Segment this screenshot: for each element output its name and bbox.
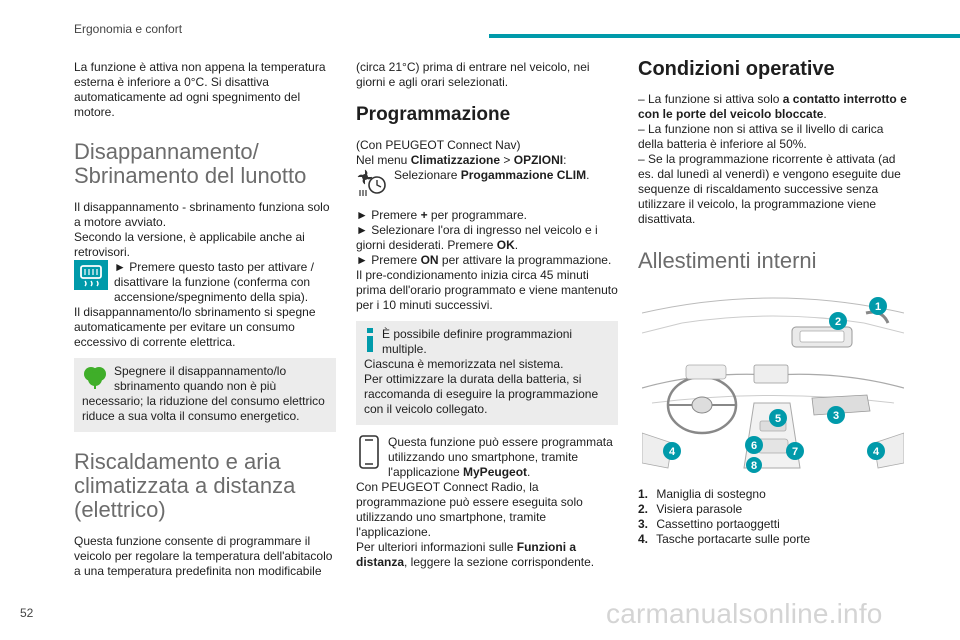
info-note — [356, 321, 618, 425]
svg-text:8: 8 — [750, 460, 758, 472]
section-title-conditions: Condizioni operative — [638, 58, 835, 80]
prog-step-4: Il pre-condizionamento inizia circa 45 minuti prima dell'orario programmato e viene mantenuto per i 10 minuti successivi. — [356, 268, 618, 312]
svg-text:5: 5 — [774, 413, 782, 425]
smartphone-text-3: Per ulteriori informazioni sulle Funzioni a distanza, leggere la sezione corrispondente. — [356, 540, 595, 569]
svg-text:3: 3 — [832, 410, 840, 422]
remote-p1: Questa funzione consente di programmare il veicolo per regolare la temperatura dell'abitacolo a una temperatura predefinita non modificabile — [74, 534, 333, 578]
info-icon — [364, 327, 376, 357]
interior-illustration — [642, 293, 904, 473]
legend-item: 1. Maniglia di sostegno — [638, 487, 766, 501]
column-1 — [74, 60, 336, 579]
svg-text:6: 6 — [750, 440, 758, 452]
fan-clock-icon — [356, 168, 388, 202]
legend-item: 2. Visiera parasole — [638, 502, 743, 516]
callout-5 — [769, 409, 787, 427]
section-title-interior: Allestimenti interni — [638, 248, 817, 273]
condition-3: – Se la programmazione ricorrente è attivata (ad es. dal lunedì al venerdì) e vengono eseguite due sequenze di riscaldamento successive senza utilizzare il veicolo, la programmazione viene disattivata. — [638, 152, 901, 226]
callout-7 — [786, 442, 804, 460]
defrost-step — [74, 260, 336, 305]
condition-2: – La funzione non si attiva se il livello di carica della batteria è inferiore al 50%. — [638, 122, 884, 151]
interior-legend — [638, 487, 910, 547]
smartphone-icon — [356, 435, 382, 473]
prog-step-1: ► Premere + per programmare. — [356, 208, 527, 222]
prog-step-3: ► Premere ON per attivare la programmazione. — [356, 253, 612, 267]
column-3 — [638, 60, 910, 547]
section-title-remote: Riscaldamento e aria climatizzata a distanza (elettrico) — [74, 449, 296, 522]
prog-line-2: Nel menu Climatizzazione > OPZIONI: — [356, 153, 567, 167]
info-note-3: Per ottimizzare la durata della batteria, si raccomanda di eseguire la programmazione con il veicolo collegato. — [364, 372, 599, 416]
info-note-2: Ciascuna è memorizzata nel sistema. — [364, 357, 564, 371]
smartphone-text-2: Con PEUGEOT Connect Radio, la programmazione può essere eseguita solo utilizzando uno smartphone, tramite l'applicazione. — [356, 480, 583, 539]
svg-text:4: 4 — [668, 446, 676, 458]
rear-defrost-icon — [74, 260, 108, 294]
intro-paragraph: La funzione è attiva non appena la temperatura esterna è inferiore a 0°C. Si disattiva automaticamente ad ogni spegnimento del motore. — [74, 60, 326, 119]
svg-text:2: 2 — [834, 316, 842, 328]
eco-note-text: Spegnere il disappannamento/lo sbrinamento quando non è più necessario; la riduzione del consumo elettrico riduce a sua volta il consumo energetico. — [82, 364, 325, 423]
info-note-1: È possibile definire programmazioni multiple. — [382, 327, 573, 356]
smartphone-block — [356, 435, 618, 570]
prog-step-2: ► Selezionare l'ora di ingresso nel veicolo e i giorni desiderati. Premere OK. — [356, 223, 598, 252]
eco-note — [74, 358, 336, 432]
legend-item: 4. Tasche portacarte sulle porte — [638, 532, 811, 546]
section-title-defrost: Disappannamento/ Sbrinamento del lunotto — [74, 139, 307, 188]
section-title-programming: Programmazione — [356, 104, 511, 125]
defrost-p1: Il disappannamento - sbrinamento funziona solo a motore avviato. — [74, 200, 330, 229]
prog-line-1: (Con PEUGEOT Connect Nav) — [356, 138, 521, 152]
callout-1 — [869, 297, 887, 315]
callout-2 — [829, 312, 847, 330]
defrost-p2: Secondo la versione, è applicabile anche ai retrovisori. — [74, 230, 305, 259]
svg-text:7: 7 — [791, 446, 799, 458]
prog-select-text: Selezionare Progammazione CLIM. — [394, 168, 590, 182]
eco-leaf-icon — [82, 364, 108, 394]
prog-select-step — [356, 168, 618, 202]
callout-4-right — [867, 442, 885, 460]
condition-1: – La funzione si attiva solo a contatto interrotto e con le porte del veicolo bloccate. — [638, 92, 907, 121]
callout-8 — [746, 457, 762, 473]
callout-4-left — [663, 442, 681, 460]
header-accent-bar — [489, 34, 960, 38]
svg-text:4: 4 — [872, 446, 880, 458]
callout-3 — [827, 406, 845, 424]
column-2 — [356, 60, 618, 570]
defrost-p4: Il disappannamento/lo sbrinamento si spegne automaticamente per evitare un consumo eccessivo di corrente elettrica. — [74, 305, 316, 349]
smartphone-text-1: Questa funzione può essere programmata utilizzando uno smartphone, tramite l'applicazione MyPeugeot. — [388, 435, 613, 479]
remote-continued: (circa 21°C) prima di entrare nel veicolo, nei giorni e agli orari selezionati. — [356, 60, 590, 89]
svg-text:1: 1 — [874, 301, 882, 313]
watermark-text: carmanualsonline.info — [606, 598, 883, 629]
defrost-step-text: ► Premere questo tasto per attivare / disattivare la funzione (conferma con accensione/spegnimento della spia). — [114, 260, 314, 304]
page-number: 52 — [20, 606, 34, 620]
callout-6 — [745, 436, 763, 454]
legend-item: 3. Cassettino portaoggetti — [638, 517, 780, 531]
running-header: Ergonomia e confort — [74, 22, 183, 36]
